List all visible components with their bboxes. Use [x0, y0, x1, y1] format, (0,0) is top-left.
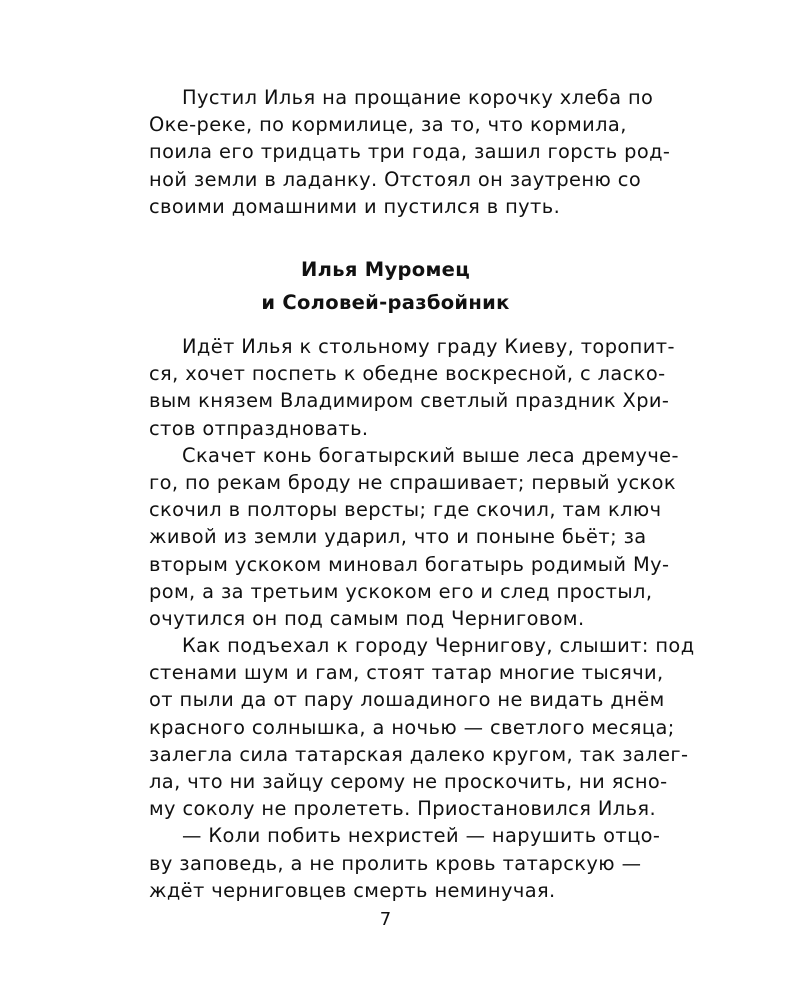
text-line: го, по рекам броду не спрашивает; первый ускок: [149, 470, 677, 494]
text-line: Пустил Илья на прощание корочку хлеба по: [182, 86, 654, 109]
chapter-title-line-2: и Соловей-разбойник: [261, 291, 510, 314]
text-line: красного солнышка, а ночью — светлого месяца;: [149, 715, 675, 739]
text-line: Идёт Илья к стольному граду Киеву, торопит-: [182, 335, 675, 358]
text-line: живой из земли ударил, что и поныне бьёт; за: [149, 525, 647, 549]
text-line: ла, что ни зайцу серому не проскочить, ни ясно-: [149, 770, 668, 793]
text-line: стенами шум и гам, стоят татар многие тысячи,: [149, 661, 664, 685]
intro-paragraph: [149, 84, 671, 220]
text-line: скочил в полторы версты; где скочил, там ключ: [149, 498, 662, 522]
text-line: от пыли да от пару лошадиного не видать днём: [149, 688, 665, 712]
text-line: вым князем Владимиром светлый праздник Хри-: [149, 389, 670, 413]
chapter-title-line-1: Илья Муромец: [301, 258, 470, 281]
text-line: ся, хочет поспеть к обедне воскресной, с ласко-: [149, 362, 666, 386]
chapter-body: [149, 333, 695, 904]
text-line: Как подъехал к городу Чернигову, слышит: под: [182, 634, 695, 658]
text-line: — Коли побить нехристей — нарушить отцо-: [182, 824, 661, 848]
text-line: ждёт черниговцев смерть неминучая.: [149, 878, 556, 902]
text-line: стов отпраздновать.: [149, 416, 369, 440]
text-line: ву заповедь, а не пролить кровь татарскую —: [149, 851, 642, 875]
text-line: Скачет конь богатырский выше леса дремуче-: [182, 443, 679, 467]
text-line: очутился он под самым под Черниговом.: [149, 606, 585, 630]
text-line: своими домашними и пустился в путь.: [149, 194, 561, 218]
text-line: ной земли в ладанку. Отстоял он заутреню со: [149, 167, 642, 191]
page-number: 7: [379, 909, 392, 930]
text-line: му соколу не пролететь. Приостановился Илья.: [149, 797, 657, 821]
text-line: поила его тридцать три года, зашил горсть род-: [149, 140, 671, 164]
text-line: залегла сила татарская далеко кругом, так залег-: [149, 742, 689, 766]
text-line: вторым ускоком миновал богатырь родимый Му-: [149, 552, 670, 576]
text-line: Оке-реке, по кормилице, за то, что кормила,: [149, 113, 627, 137]
text-line: ром, а за третьим ускоком его и след простыл,: [149, 579, 653, 603]
